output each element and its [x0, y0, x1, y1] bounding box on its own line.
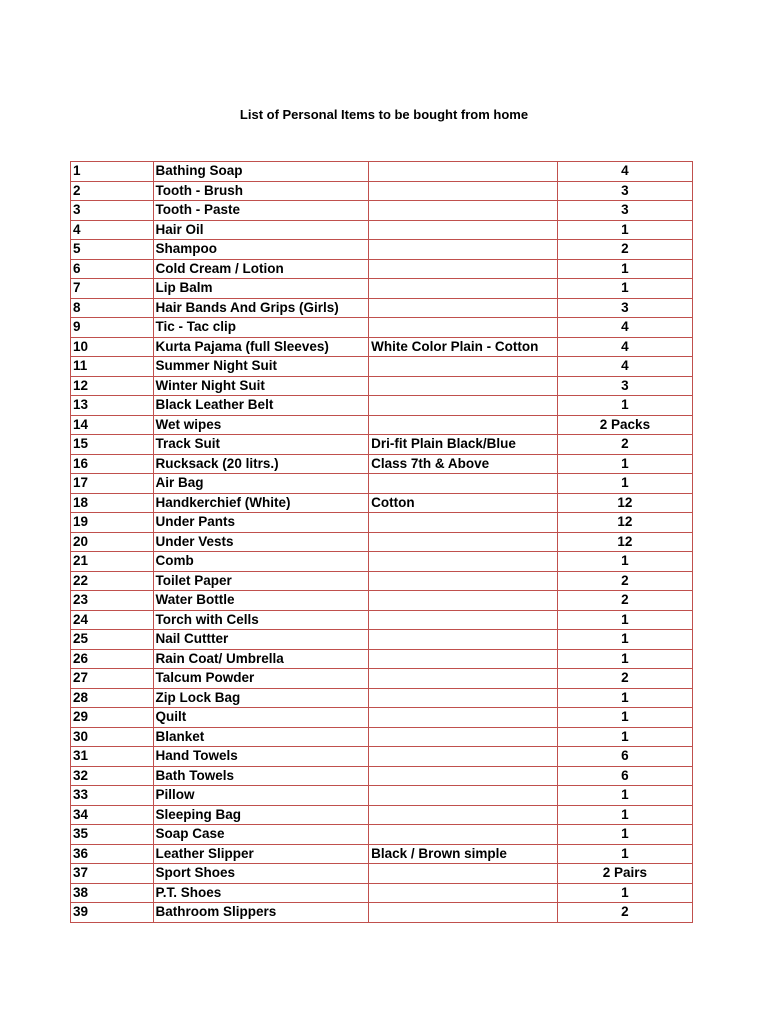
item-name-cell: Track Suit — [153, 435, 369, 455]
item-number-cell: 9 — [71, 318, 154, 338]
item-quantity-cell: 12 — [557, 532, 692, 552]
item-quantity-cell: 1 — [557, 883, 692, 903]
table-row — [71, 259, 693, 279]
item-number-cell: 32 — [71, 766, 154, 786]
item-quantity-cell: 4 — [557, 162, 692, 182]
item-quantity-cell: 3 — [557, 181, 692, 201]
item-number-cell: 6 — [71, 259, 154, 279]
item-quantity-cell: 1 — [557, 220, 692, 240]
item-name-cell: Rain Coat/ Umbrella — [153, 649, 369, 669]
item-quantity-cell: 2 — [557, 240, 692, 260]
item-number-cell: 28 — [71, 688, 154, 708]
item-note-cell — [369, 883, 558, 903]
item-quantity-cell: 1 — [557, 844, 692, 864]
item-note-cell — [369, 630, 558, 650]
item-number-cell: 14 — [71, 415, 154, 435]
item-note-cell — [369, 220, 558, 240]
item-quantity-cell: 1 — [557, 727, 692, 747]
item-quantity-cell: 1 — [557, 474, 692, 494]
item-note-cell: White Color Plain - Cotton — [369, 337, 558, 357]
item-quantity-cell: 3 — [557, 376, 692, 396]
item-name-cell: Quilt — [153, 708, 369, 728]
item-quantity-cell: 12 — [557, 513, 692, 533]
table-row — [71, 903, 693, 923]
item-name-cell: Tic - Tac clip — [153, 318, 369, 338]
table-row — [71, 220, 693, 240]
page-title: List of Personal Items to be bought from home — [239, 107, 529, 122]
table-row — [71, 435, 693, 455]
item-number-cell: 18 — [71, 493, 154, 513]
item-note-cell — [369, 649, 558, 669]
item-name-cell: Blanket — [153, 727, 369, 747]
item-number-cell: 20 — [71, 532, 154, 552]
item-note-cell — [369, 708, 558, 728]
items-table — [70, 161, 693, 923]
item-note-cell — [369, 669, 558, 689]
item-note-cell — [369, 259, 558, 279]
item-note-cell — [369, 532, 558, 552]
item-quantity-cell: 4 — [557, 337, 692, 357]
table-row — [71, 376, 693, 396]
item-note-cell — [369, 396, 558, 416]
item-quantity-cell: 3 — [557, 298, 692, 318]
item-name-cell: Toilet Paper — [153, 571, 369, 591]
table-row — [71, 766, 693, 786]
item-note-cell — [369, 357, 558, 377]
item-name-cell: Nail Cuttter — [153, 630, 369, 650]
item-name-cell: Rucksack (20 litrs.) — [153, 454, 369, 474]
item-number-cell: 2 — [71, 181, 154, 201]
table-row — [71, 649, 693, 669]
item-quantity-cell: 4 — [557, 318, 692, 338]
table-row — [71, 162, 693, 182]
table-row — [71, 298, 693, 318]
item-name-cell: Wet wipes — [153, 415, 369, 435]
item-note-cell — [369, 162, 558, 182]
table-row — [71, 727, 693, 747]
item-note-cell — [369, 688, 558, 708]
table-row — [71, 844, 693, 864]
item-quantity-cell: 6 — [557, 747, 692, 767]
item-name-cell: Lip Balm — [153, 279, 369, 299]
item-number-cell: 36 — [71, 844, 154, 864]
item-name-cell: Tooth - Brush — [153, 181, 369, 201]
item-number-cell: 27 — [71, 669, 154, 689]
item-quantity-cell: 2 — [557, 591, 692, 611]
item-number-cell: 7 — [71, 279, 154, 299]
table-row — [71, 747, 693, 767]
item-quantity-cell: 1 — [557, 396, 692, 416]
item-number-cell: 35 — [71, 825, 154, 845]
item-name-cell: Leather Slipper — [153, 844, 369, 864]
item-quantity-cell: 3 — [557, 201, 692, 221]
item-name-cell: Kurta Pajama (full Sleeves) — [153, 337, 369, 357]
item-note-cell — [369, 591, 558, 611]
table-row — [71, 454, 693, 474]
item-number-cell: 34 — [71, 805, 154, 825]
item-name-cell: Bathing Soap — [153, 162, 369, 182]
item-number-cell: 24 — [71, 610, 154, 630]
item-number-cell: 22 — [71, 571, 154, 591]
item-quantity-cell: 1 — [557, 708, 692, 728]
table-row — [71, 669, 693, 689]
item-number-cell: 12 — [71, 376, 154, 396]
table-row — [71, 396, 693, 416]
item-note-cell — [369, 610, 558, 630]
item-note-cell — [369, 298, 558, 318]
item-note-cell: Cotton — [369, 493, 558, 513]
item-number-cell: 39 — [71, 903, 154, 923]
item-name-cell: Soap Case — [153, 825, 369, 845]
item-note-cell — [369, 727, 558, 747]
item-name-cell: Comb — [153, 552, 369, 572]
item-note-cell: Black / Brown simple — [369, 844, 558, 864]
item-name-cell: Hair Oil — [153, 220, 369, 240]
item-number-cell: 5 — [71, 240, 154, 260]
item-note-cell — [369, 571, 558, 591]
item-quantity-cell: 2 — [557, 571, 692, 591]
item-quantity-cell: 6 — [557, 766, 692, 786]
item-number-cell: 30 — [71, 727, 154, 747]
item-note-cell — [369, 474, 558, 494]
table-row — [71, 513, 693, 533]
item-quantity-cell: 1 — [557, 259, 692, 279]
item-number-cell: 23 — [71, 591, 154, 611]
item-number-cell: 10 — [71, 337, 154, 357]
item-name-cell: Under Vests — [153, 532, 369, 552]
item-quantity-cell: 1 — [557, 805, 692, 825]
item-note-cell: Dri-fit Plain Black/Blue — [369, 435, 558, 455]
table-row — [71, 279, 693, 299]
item-name-cell: Pillow — [153, 786, 369, 806]
item-quantity-cell: 12 — [557, 493, 692, 513]
item-name-cell: Air Bag — [153, 474, 369, 494]
item-note-cell — [369, 279, 558, 299]
table-row — [71, 571, 693, 591]
item-name-cell: Cold Cream / Lotion — [153, 259, 369, 279]
item-quantity-cell: 1 — [557, 630, 692, 650]
table-row — [71, 337, 693, 357]
items-table-body — [71, 162, 693, 923]
item-name-cell: Hair Bands And Grips (Girls) — [153, 298, 369, 318]
table-row — [71, 415, 693, 435]
item-note-cell — [369, 240, 558, 260]
item-number-cell: 37 — [71, 864, 154, 884]
item-name-cell: Shampoo — [153, 240, 369, 260]
item-name-cell: Black Leather Belt — [153, 396, 369, 416]
item-name-cell: Torch with Cells — [153, 610, 369, 630]
table-row — [71, 181, 693, 201]
item-number-cell: 25 — [71, 630, 154, 650]
table-row — [71, 825, 693, 845]
table-row — [71, 532, 693, 552]
table-row — [71, 610, 693, 630]
item-quantity-cell: 2 — [557, 669, 692, 689]
table-row — [71, 630, 693, 650]
item-quantity-cell: 2 Packs — [557, 415, 692, 435]
item-quantity-cell: 4 — [557, 357, 692, 377]
item-number-cell: 8 — [71, 298, 154, 318]
item-number-cell: 17 — [71, 474, 154, 494]
item-number-cell: 19 — [71, 513, 154, 533]
item-note-cell: Class 7th & Above — [369, 454, 558, 474]
item-note-cell — [369, 513, 558, 533]
table-row — [71, 240, 693, 260]
item-name-cell: Bathroom Slippers — [153, 903, 369, 923]
item-name-cell: P.T. Shoes — [153, 883, 369, 903]
item-name-cell: Sleeping Bag — [153, 805, 369, 825]
item-number-cell: 15 — [71, 435, 154, 455]
item-quantity-cell: 1 — [557, 552, 692, 572]
item-quantity-cell: 1 — [557, 825, 692, 845]
item-quantity-cell: 2 — [557, 903, 692, 923]
table-row — [71, 708, 693, 728]
item-name-cell: Water Bottle — [153, 591, 369, 611]
item-name-cell: Hand Towels — [153, 747, 369, 767]
table-row — [71, 552, 693, 572]
item-number-cell: 13 — [71, 396, 154, 416]
table-row — [71, 864, 693, 884]
item-quantity-cell: 2 — [557, 435, 692, 455]
item-number-cell: 21 — [71, 552, 154, 572]
item-note-cell — [369, 318, 558, 338]
item-number-cell: 4 — [71, 220, 154, 240]
table-row — [71, 318, 693, 338]
item-number-cell: 26 — [71, 649, 154, 669]
item-note-cell — [369, 825, 558, 845]
item-note-cell — [369, 903, 558, 923]
item-name-cell: Talcum Powder — [153, 669, 369, 689]
item-name-cell: Sport Shoes — [153, 864, 369, 884]
item-number-cell: 33 — [71, 786, 154, 806]
item-number-cell: 1 — [71, 162, 154, 182]
item-note-cell — [369, 201, 558, 221]
item-name-cell: Summer Night Suit — [153, 357, 369, 377]
item-quantity-cell: 1 — [557, 454, 692, 474]
item-number-cell: 38 — [71, 883, 154, 903]
item-quantity-cell: 1 — [557, 279, 692, 299]
item-quantity-cell: 1 — [557, 610, 692, 630]
item-number-cell: 3 — [71, 201, 154, 221]
table-row — [71, 201, 693, 221]
table-row — [71, 688, 693, 708]
item-note-cell — [369, 747, 558, 767]
item-quantity-cell: 1 — [557, 786, 692, 806]
item-quantity-cell: 2 Pairs — [557, 864, 692, 884]
item-quantity-cell: 1 — [557, 649, 692, 669]
item-note-cell — [369, 181, 558, 201]
item-note-cell — [369, 766, 558, 786]
table-row — [71, 805, 693, 825]
table-row — [71, 493, 693, 513]
item-name-cell: Under Pants — [153, 513, 369, 533]
item-number-cell: 31 — [71, 747, 154, 767]
item-number-cell: 11 — [71, 357, 154, 377]
item-note-cell — [369, 864, 558, 884]
item-note-cell — [369, 805, 558, 825]
item-quantity-cell: 1 — [557, 688, 692, 708]
item-note-cell — [369, 376, 558, 396]
item-number-cell: 16 — [71, 454, 154, 474]
table-row — [71, 474, 693, 494]
table-row — [71, 591, 693, 611]
item-name-cell: Winter Night Suit — [153, 376, 369, 396]
table-row — [71, 883, 693, 903]
table-row — [71, 357, 693, 377]
item-note-cell — [369, 415, 558, 435]
item-name-cell: Zip Lock Bag — [153, 688, 369, 708]
item-note-cell — [369, 552, 558, 572]
item-note-cell — [369, 786, 558, 806]
item-number-cell: 29 — [71, 708, 154, 728]
item-name-cell: Bath Towels — [153, 766, 369, 786]
table-row — [71, 786, 693, 806]
item-name-cell: Tooth - Paste — [153, 201, 369, 221]
item-name-cell: Handkerchief (White) — [153, 493, 369, 513]
